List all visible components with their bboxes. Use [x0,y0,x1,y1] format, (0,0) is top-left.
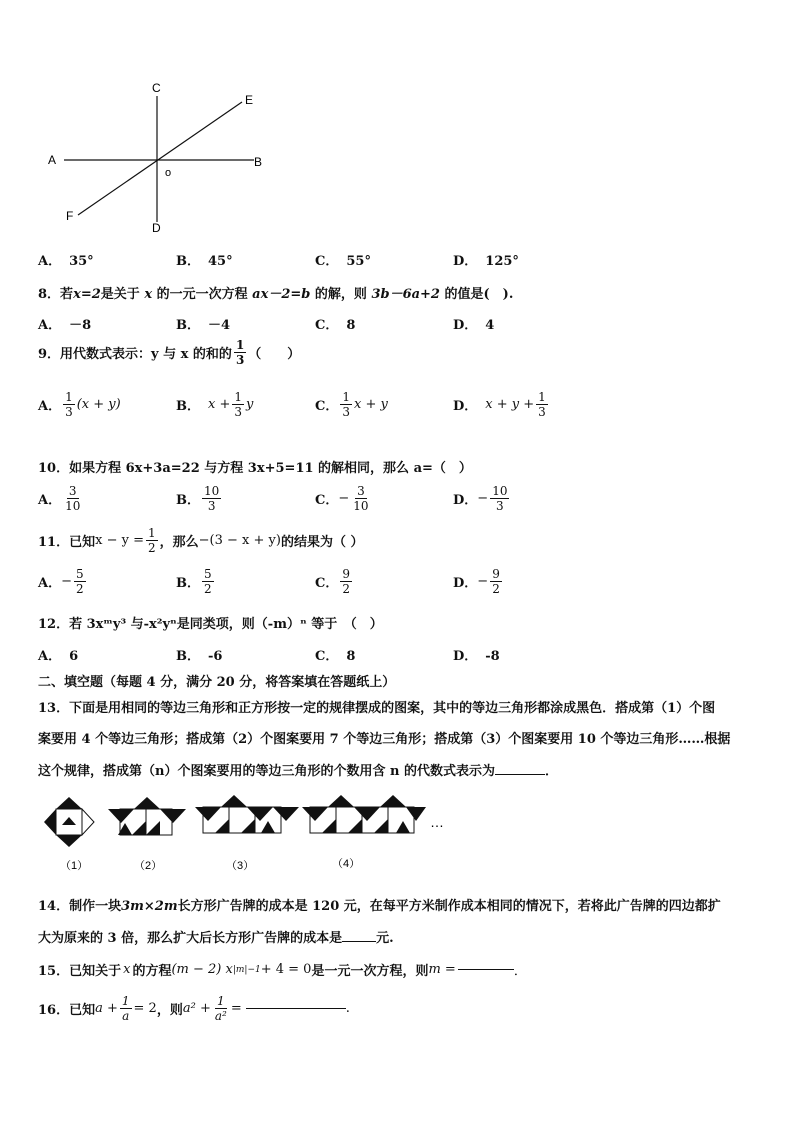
q10-stem: 10．如果方程 6x+3a=22 与方程 3x+5=11 的解相同，那么 a=（ ） [38,461,472,476]
q15-answer-blank[interactable] [458,969,514,970]
label-c: C [152,81,161,95]
section-title: 二、填空题（每题 4 分，满分 20 分，将答案填在答题纸上） [38,675,396,690]
q9-stem: 9． 用代数式表示：y 与 x 的和的 $\frac{1}{3}$ （ ） [38,338,301,367]
q12-option-a: A． 6 [38,649,79,664]
q12-option-c: C． 8 [315,649,356,664]
q13-line2: 案要用 4 个等边三角形；搭成第（2）个图案要用 7 个等边三角形；搭成第（3）个图案要用 10 个等边三角形……根据 [38,732,731,747]
caption-1: （1） [60,860,89,872]
caption-3: （3） [226,860,255,872]
q10-option-a: A． $\frac{3}{10}$ [38,484,81,513]
q16-stem: 16． 已知 a + $\frac{1}{a}$ = 2 ，则 a² + $\frac{1}{\text{a²}}$ = . [38,994,350,1023]
q8-option-d: D． 4 [453,318,495,333]
q13-line3: 这个规律，搭成第（n）个图案要用的等边三角形的个数用含 n 的代数式表示为 ． [38,764,558,779]
q13-answer-blank[interactable] [495,774,545,775]
label-f: F [66,209,74,223]
q12-stem: 12．若 3xᵐy³ 与-x²yⁿ是同类项，则（-m）ⁿ 等于 （ ） [38,617,383,632]
pattern-4 [302,795,426,833]
q11-option-b: B． $\frac{5}{2}$ [176,567,212,596]
pattern-1 [44,797,94,847]
q9-option-d: D． x + y + $\frac{1}{3}$ [453,390,546,419]
caption-2: （2） [134,860,163,872]
angle-figure [40,80,280,240]
q10-option-c: C． − $\frac{3}{10}$ [315,484,369,513]
q11-option-c: C． $\frac{9}{2}$ [315,567,350,596]
q7-option-a: A． 35° [38,254,94,269]
q7-option-d: D． 125° [453,254,519,269]
q9-fraction: $\frac{1}{3}$ [235,338,245,367]
q10-option-d: D． − $\frac{10}{3}$ [453,484,508,513]
label-a: A [48,153,57,167]
pattern-3 [195,795,299,833]
q8-option-b: B． －4 [176,318,231,333]
q9-option-b: B． x + $\frac{1}{3}$ y [176,390,254,419]
q16-answer-blank[interactable] [246,1008,346,1009]
q11-option-a: A． − $\frac{5}{2}$ [38,567,84,596]
q13-line1: 13．下面是用相同的等边三角形和正方形按一定的规律摆成的图案，其中的等边三角形都涂成黑色．搭成第（1）个图 [38,701,716,716]
label-e: E [245,93,254,107]
q9-option-c: C． $\frac{1}{3}$ x + y [315,390,388,419]
q14-line2: 大为原来的 3 倍，那么扩大后长方形广告牌的成本是 元. [38,931,394,946]
label-d: D [152,221,161,235]
line-ef [78,102,242,215]
q15-stem: 15． 已知关于 x 的方程 (m − 2) x |m|−1 + 4 = 0 是一元一次方程，则 m = ． [38,962,527,979]
q8-option-a: A． －8 [38,318,92,333]
q10-option-b: B． $\frac{10}{3}$ [176,484,220,513]
q7-option-b: B． 45° [176,254,233,269]
q8-stem: 8．若x=2是关于 x 的一元一次方程 ax－2=b 的解，则 3b－6a+2 的值是( ). [38,287,514,302]
q9-option-a: A． $\frac{1}{3}$ (x + y) [38,390,121,419]
q11-stem: 11． 已知 x − y = $\frac{1}{2}$ ，那么 −(3 − x + y) 的结果为（ ） [38,526,364,555]
q8-option-c: C． 8 [315,318,356,333]
q14-answer-blank[interactable] [342,941,376,942]
q11-option-d: D． − $\frac{9}{2}$ [453,567,500,596]
pattern-ellipsis: … [430,814,444,830]
pattern-2 [108,797,186,835]
q12-option-b: B． -6 [176,649,223,664]
label-b: B [254,155,263,169]
caption-4: （4） [332,858,361,870]
q7-option-c: C． 55° [315,254,371,269]
q12-option-d: D． -8 [453,649,500,664]
q14-line1: 14．制作一块3m×2m长方形广告牌的成本是 120 元，在每平方米制作成本相同的情况下，若将此广告牌的四边都扩 [38,899,721,914]
label-o: o [165,167,172,179]
triangle-pattern-figure [40,795,450,875]
